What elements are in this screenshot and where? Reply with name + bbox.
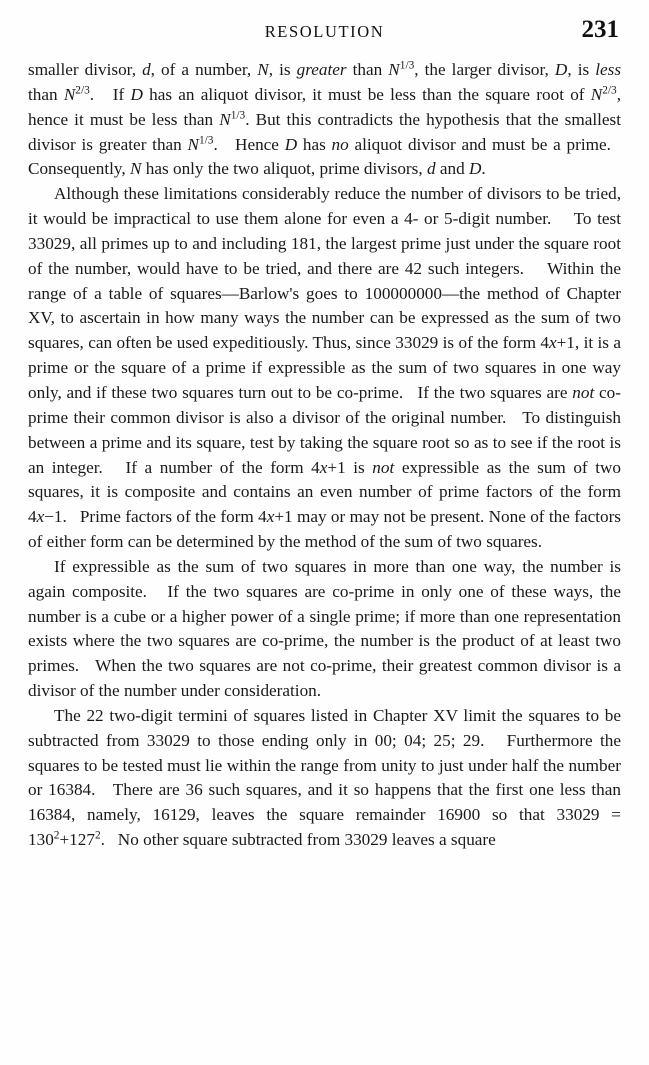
page-body (28, 58, 621, 853)
paragraph-2: Although these limitations considerably reduce the number of divisors to be tried, it would be impractical to use them alone for even a 4- or 5-digit number. To test 33029, all primes up to and including 181, the largest prime just under the square root of the number, would have to be tried, and there are 42 such integers. Within the range of a table of squares—Barlow's goes to 100000000—the method of Chapter XV, to ascertain in how many ways the number can be expressed as the sum of two squares, can often be used expeditiously. Thus, since 33029 is of the form 4x+1, it is a prime or the square of a prime if expressible as the sum of two squares in one way only, and if these two squares turn out to be co-prime. If the two squares are not co-prime their common divisor is also a divisor of the original number. To distinguish between a prime and its square, test by taking the square root so as to see if the root is an integer. If a number of the form 4x+1 is not expressible as the sum of two squares, it is composite and contains an even number of prime factors of the form 4x−1. Prime factors of the form 4x+1 may or may not be present. None of the factors of either form can be determined by the method of the sum of two squares. (28, 184, 621, 552)
page-header (28, 18, 621, 52)
paragraph-4: The 22 two-digit termini of squares listed in Chapter XV limit the squares to be subtracted from 33029 to those ending only in 00; 04; 25; 29. Furthermore the squares to be tested must lie within the range from unity to just under half the number or 16384. There are 36 such squares, and it so happens that the first one less than 16384, namely, 16129, leaves the square remainder 16900 so that $33029 = 130^2+127^2$. No other square subtracted from 33029 leaves a square (28, 705, 621, 850)
running-head: RESOLUTION (264, 22, 385, 41)
paragraph-1: smaller divisor, d, of a number, N, is greater than $N^{1/3}$, the larger divisor, D, is less than $N^{2/3}$. If D has an aliquot divisor, it must be less than the square root of $N^{2/3}$, hence it must be less than $N^{1/3}$. But this contradicts the hypothesis that the smallest divisor is greater than $N^{1/3}$. Hence D has no aliquot divisor and must be a prime. Consequently, N has only the two aliquot, prime divisors, d and D. (28, 59, 622, 179)
paragraph-3: If expressible as the sum of two squares in more than one way, the number is again composite. If the two squares are co-prime in only one of these ways, the number is a cube or a higher power of a single prime; if more than one representation exists where the two squares are co-prime, the number is the product of at least two primes. When the two squares are not co-prime, their greatest common divisor is a divisor of the number under consideration. (28, 556, 621, 701)
page-number: 231 (581, 16, 619, 43)
